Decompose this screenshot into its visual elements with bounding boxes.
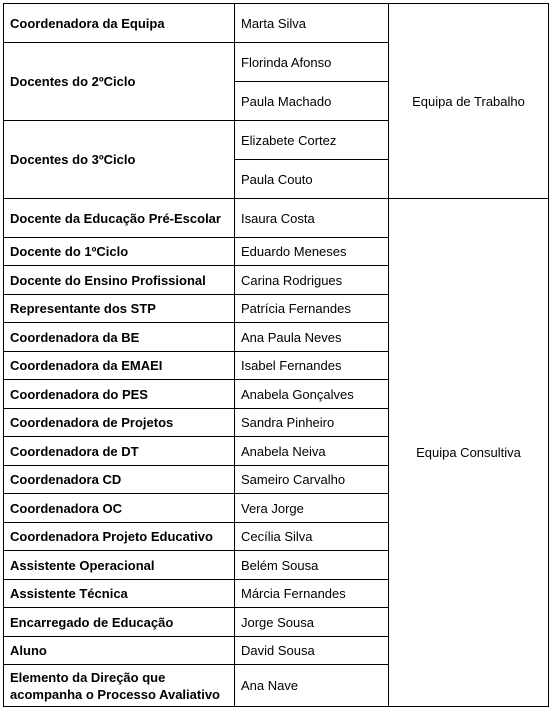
name-cell: Eduardo Meneses [235, 238, 389, 266]
name-cell: Paula Machado [235, 82, 389, 121]
role-cell: Docente da Educação Pré-Escolar [4, 199, 235, 238]
role-cell: Elemento da Direção que acompanha o Processo Avaliativo [4, 665, 235, 707]
role-cell: Coordenadora de DT [4, 437, 235, 466]
name-cell: Cecília Silva [235, 523, 389, 551]
name-cell: Florinda Afonso [235, 43, 389, 82]
name-cell: Jorge Sousa [235, 608, 389, 637]
name-cell: Belém Sousa [235, 551, 389, 580]
name-cell: Isabel Fernandes [235, 352, 389, 380]
role-cell: Coordenadora OC [4, 494, 235, 523]
name-cell: David Sousa [235, 637, 389, 665]
group-cell-consultiva: Equipa Consultiva [389, 199, 549, 707]
role-cell: Coordenadora da EMAEI [4, 352, 235, 380]
role-cell: Assistente Técnica [4, 580, 235, 608]
role-cell: Docentes do 2ºCiclo [4, 43, 235, 121]
role-cell: Coordenadora CD [4, 466, 235, 494]
name-cell: Carina Rodrigues [235, 266, 389, 295]
name-cell: Ana Paula Neves [235, 323, 389, 352]
team-table-body [4, 4, 549, 707]
role-cell: Docentes do 3ºCiclo [4, 121, 235, 199]
role-cell: Coordenadora da BE [4, 323, 235, 352]
role-cell: Coordenadora do PES [4, 380, 235, 409]
name-cell: Sandra Pinheiro [235, 409, 389, 437]
name-cell: Isaura Costa [235, 199, 389, 238]
role-cell: Docente do Ensino Profissional [4, 266, 235, 295]
role-cell: Representante dos STP [4, 295, 235, 323]
name-cell: Márcia Fernandes [235, 580, 389, 608]
team-table [3, 3, 549, 707]
role-cell: Aluno [4, 637, 235, 665]
role-cell: Coordenadora de Projetos [4, 409, 235, 437]
name-cell: Anabela Gonçalves [235, 380, 389, 409]
name-cell: Marta Silva [235, 4, 389, 43]
name-cell: Sameiro Carvalho [235, 466, 389, 494]
name-cell: Paula Couto [235, 160, 389, 199]
table-row [4, 4, 549, 43]
group-cell-trabalho: Equipa de Trabalho [389, 4, 549, 199]
role-cell: Coordenadora Projeto Educativo [4, 523, 235, 551]
name-cell: Vera Jorge [235, 494, 389, 523]
role-cell: Encarregado de Educação [4, 608, 235, 637]
role-cell: Docente do 1ºCiclo [4, 238, 235, 266]
name-cell: Elizabete Cortez [235, 121, 389, 160]
table-row [4, 199, 549, 238]
name-cell: Ana Nave [235, 665, 389, 707]
name-cell: Anabela Neiva [235, 437, 389, 466]
name-cell: Patrícia Fernandes [235, 295, 389, 323]
role-cell: Assistente Operacional [4, 551, 235, 580]
role-cell: Coordenadora da Equipa [4, 4, 235, 43]
